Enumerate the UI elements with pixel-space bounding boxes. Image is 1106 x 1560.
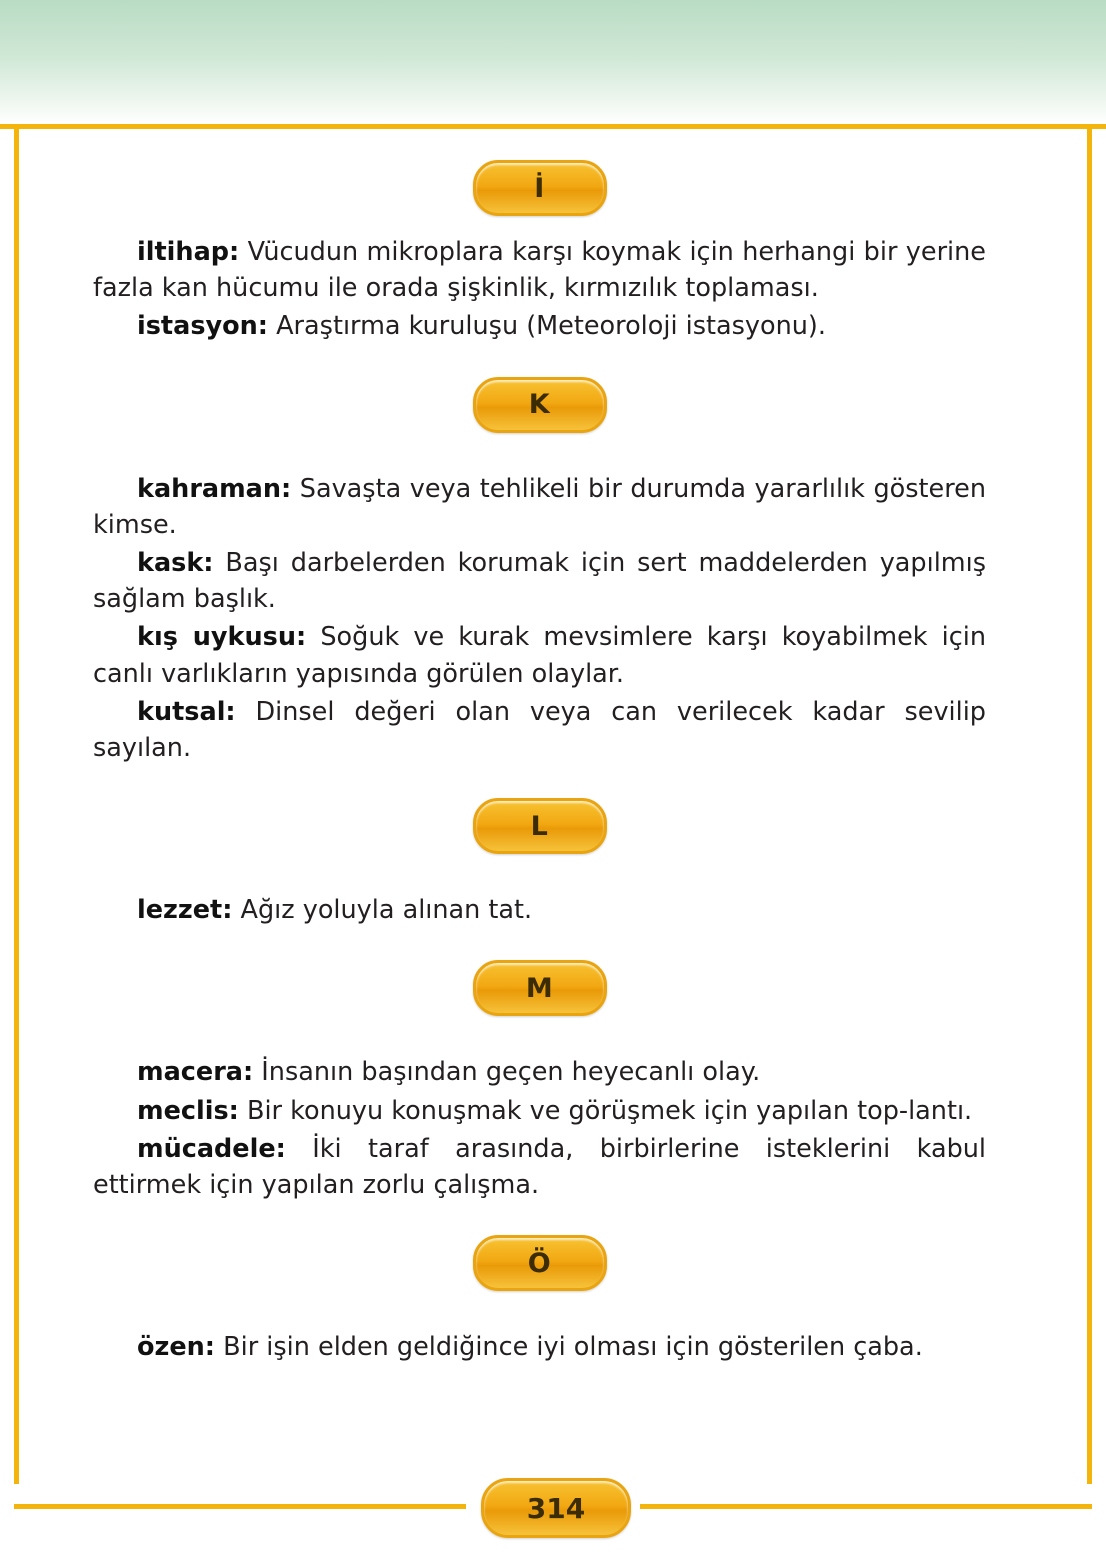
glossary-entry (93, 234, 986, 306)
glossary-entry (93, 1093, 986, 1129)
glossary-entry (93, 1054, 986, 1090)
entry-definition: Soğuk ve kurak mevsimlere karşı koyabilmek için canlı varlıkların yapısında görülen olaylar. (93, 622, 987, 689)
entry-term: kutsal: (137, 696, 236, 727)
entry-term: lezzet: (137, 895, 233, 926)
glossary-content (93, 160, 986, 1367)
entry-definition: İnsanın başından geçen heyecanlı olay. (261, 1057, 761, 1088)
letter-heading-i (93, 160, 986, 216)
letter-pill: K (473, 377, 607, 433)
entry-definition: Başı darbelerden korumak için sert maddelerden yapılmış sağlam başlık. (93, 548, 986, 615)
entry-term: meclis: (137, 1095, 239, 1126)
letter-heading-k (93, 377, 986, 433)
entry-definition: Araştırma kuruluşu (Meteoroloji istasyonu). (276, 311, 826, 342)
entry-term: mücadele: (137, 1133, 286, 1164)
glossary-entry (93, 545, 986, 617)
entry-definition: Ağız yoluyla alınan tat. (240, 895, 533, 926)
entry-term: kask: (137, 548, 214, 579)
entry-definition: Bir konuyu konuşmak ve görüşmek için yapılan top-lantı. (246, 1095, 973, 1126)
letter-pill: M (473, 960, 607, 1016)
letter-pill: İ (473, 160, 607, 216)
entry-definition: Savaşta veya tehlikeli bir durumda yararlılık gösteren kimse. (93, 473, 986, 540)
glossary-entry (93, 471, 986, 543)
letter-heading-o-umlaut (93, 1235, 986, 1291)
letter-heading-l (93, 798, 986, 854)
footer-rule-right (640, 1504, 1092, 1509)
glossary-entry (93, 892, 986, 928)
entry-term: kış uykusu: (137, 622, 307, 653)
letter-heading-m (93, 960, 986, 1016)
entry-term: kahraman: (137, 473, 292, 504)
entry-definition: Vücudun mikroplara karşı koymak için herhangi bir yerine fazla kan hücumu ile orada şişkinlik, kırmızılık toplaması. (93, 237, 986, 304)
entry-term: iltihap: (137, 237, 240, 267)
entry-definition: Bir işin elden geldiğince iyi olması için gösterilen çaba. (223, 1332, 923, 1363)
glossary-entry (93, 1329, 986, 1365)
footer-rule-left (14, 1504, 466, 1509)
glossary-entry (93, 1131, 986, 1203)
top-divider-rule (0, 124, 1106, 129)
header-decorative-band (0, 0, 1106, 124)
page-footer (0, 1478, 1106, 1538)
right-border-rule (1087, 124, 1092, 1484)
glossary-entry (93, 619, 986, 691)
entry-term: özen: (137, 1332, 216, 1363)
entry-definition: İki taraf arasında, birbirlerine isteklerini kabul ettirmek için yapılan zorlu çalışma. (93, 1133, 986, 1201)
entry-term: istasyon: (137, 311, 268, 342)
page-number: 314 (481, 1478, 631, 1538)
letter-pill: L (473, 798, 607, 854)
entry-definition: Dinsel değeri olan veya can verilecek kadar sevilip sayılan. (93, 696, 986, 764)
glossary-entry (93, 308, 986, 344)
glossary-entry (93, 694, 986, 766)
left-border-rule (14, 124, 19, 1484)
entry-term: macera: (137, 1057, 254, 1088)
letter-pill: Ö (473, 1235, 607, 1291)
